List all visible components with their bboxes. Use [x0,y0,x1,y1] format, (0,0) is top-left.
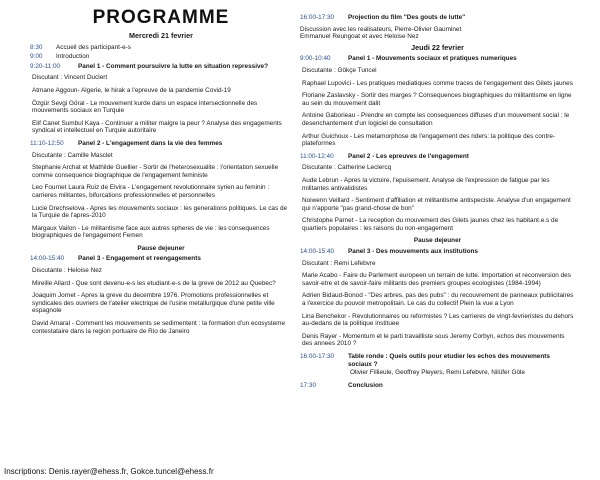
panel-title: Panel 3 - Des mouvements aux institutions [348,248,478,256]
schedule-text: Accueil des participant-e-s [56,43,131,51]
right-column [300,0,575,393]
panel-heading [30,63,292,71]
talk-item: Elif Canet Sumbul Kaya - Continuer a militer malgre la peur ? Analyse des engagements syndical et intellectuel en Turquie autoritaire [32,119,282,135]
lunch-break: Pause dejeuner [137,244,185,252]
discussant: Discutante : Heloise Nez [32,267,102,275]
talk-item: Marie Acabo - Faire du Parlement europeen un terrain de lutte. Importation et reconversion des savoir-etre et de savoir-faire militants des premiers groupes ecologistes (1984-1994) [302,272,571,287]
film-description: Emmanuel Reungoat et avec Heloise Nez [300,33,419,41]
panel-heading [30,140,292,148]
talk-item: Özgür Sevgi Göral - Le mouvement kurde dans un espace intersectionnelle des mouvements sociaux en Turquie [32,99,258,115]
time-label: 16:00-17:30 [300,353,335,360]
time-label: 16:00-17:30 [300,14,335,21]
talk-item: Atmane Aggoun- Algerie, le hirak a l'epreuve de la pandemie Covid-19 [32,86,231,94]
talk-item: Arthur Guichoux - Les metamorphose de l'engagement des riders: la politique des contre-plateformes [302,132,556,148]
talk-item: Joaquim Jornet - Apres la greve du decembre 1976. Promotions professionnelles et syndicales des ouvriers de l'atelier electrique de l'usine metallurgique d'une petite ville espagnole [32,292,275,315]
conclusion-title: Conclusion [348,381,383,389]
talk-item: Noiwenn Veillard - Sentiment d'affiliation et militantisme antispeciste. Analyse d'un engagement qui n'apporte "pas grand-chose de bon" [302,197,571,212]
footer-contact: Inscriptions: Denis.rayer@ehess.fr, Gokce.tuncel@ehess.fr [0,464,600,480]
talk-item: Stephanie Archat et Mathilde Guellier - Sortir de l'heterosexualite : l'orientation sexuelle comme consequence biographique de l'engagement feministe [32,164,279,179]
roundtable-heading [300,353,575,368]
time-label: 9:20-11:00 [30,62,61,70]
roundtable-names: Olivier Fillieule, Geoffrey Pleyers, Remi Lefebvre, Nilüfer Göle [350,369,525,377]
panel-heading [30,255,292,263]
schedule-row [30,53,292,61]
talk-item: Antoine Gaborieau - Prendre en compte les consequences diffuses d'un mouvement social : le desenchantement d'un logiciel de consultation [302,112,570,127]
panel-title: Panel 2 - L'engagement dans la vie des femmes [78,139,223,147]
talk-item: Floriane Zaslavsky - Sortir des marges ? Consequences biographiques du militantisme en ligne au sein du mouvement dalit [302,92,572,107]
panel-heading [300,55,575,63]
talk-item: Adrien Bidaud-Bonod - "Des arbres, pas des pubs" : du recouvrement de panneaux publicitaires a l'exercice du pouvoir metropolitain. Le cas du collectif Plein la vue a Lyon [302,292,574,308]
time-label: 9:00 [30,53,43,61]
roundtable-title: Table ronde : Quels outils pour etudier les echos des mouvements sociaux ? [348,353,550,368]
time-label: 14:00-15:40 [30,255,65,263]
talk-item: Leo Fournet Laura Ruiz de Elvira - L'engagement revolutionnaire syrien au feminin : carrieres militantes, bifurcations professionnelles et personnelles [32,184,270,199]
time-label: 11:00-12:40 [300,152,334,160]
schedule-text: Introduction [56,53,90,61]
lunch-break: Pause dejeuner [413,237,462,245]
time-label: 11:10-12:50 [30,139,64,147]
talk-item: David Amaral - Comment les mouvements se sedimentent : la formation d'un ecosysteme contestataire dans la region portuaire de Rio de Janeiro [32,320,286,335]
talk-item: Raphael Lupovici - Les pratiques mediatiques comme traces de l'engagement des Gilets jaunes [302,79,573,87]
schedule-row [30,44,292,52]
day-heading-1: Mercredi 21 fevrier [129,31,193,40]
talk-item: Christophe Parnet - La reception du mouvement des Gilets jaunes chez les habitant.e.s de quartiers populaires : les raisons du non-engagement [302,217,559,232]
left-column [30,0,292,340]
day-heading-2: Jeudi 22 fevrier [411,42,464,52]
talk-item: Margaux Vailon - Le militantisme face aux autres spheres de vie : les consequences biographiques de l'engagement Femen [32,224,270,240]
discussant: Discutante : Gökçe Tuncel [302,66,377,74]
time-label: 14:00-15:40 [300,248,335,256]
film-heading [300,14,575,22]
time-label: 17:30 [300,381,316,389]
conclusion-heading [300,382,575,390]
panel-title: Panel 2 - Les epreuves de l'engagement [348,152,469,160]
talk-item: Mireille Allard - Que sont devenu-e-s les etudiant-e-s de la greve de 2012 au Quebec? [32,279,276,287]
talk-item: Lucie Drechselova - Apres les mouvements sociaux : les generations politiques. Le cas de la Turquie de l'apres-2010 [32,204,288,220]
panel-title: Panel 3 - Engagement et reengagements [78,255,201,263]
time-label: 8:30 [30,43,43,51]
film-title: Projection du film "Des gouts de lutte" [348,14,466,21]
panel-title: Panel 1 - Mouvements sociaux et pratiques numeriques [348,55,517,63]
page-title: PROGRAMME [92,7,230,28]
discussant: Discutant : Remi Lefebvre [302,259,376,267]
talk-item: Aude Lebrun - Apres la victoire, l'epuisement. Analyse de l'expression de fatigue par les militantes antivalidistes [302,176,550,192]
talk-item: Denis Rayer - Momentum et le parti travailliste sous Jeremy Corbyn, echos des mouvements des annees 2010 ? [302,332,565,348]
discussant: Discutante : Camille Masclet [32,151,113,159]
film-description: Discussion avec les realisateurs, Pierre-Olivier Gauminet [300,25,462,33]
discussant: Discutant : Vincent Duclert [32,74,108,82]
discussant: Discutante : Catherine Leclercq [302,164,392,172]
panel-title: Panel 1 - Comment poursuivre la lutte en situation repressive? [78,62,268,70]
panel-heading [300,248,575,256]
talk-item: Lina Benchekor - Revolutionnaires ou reformistes ? Les carrieres de vingt-fevrieristes du dehors au-dedans de la politique instituee [302,312,574,328]
panel-heading [300,153,575,161]
time-label: 9:00-10:40 [300,55,331,63]
